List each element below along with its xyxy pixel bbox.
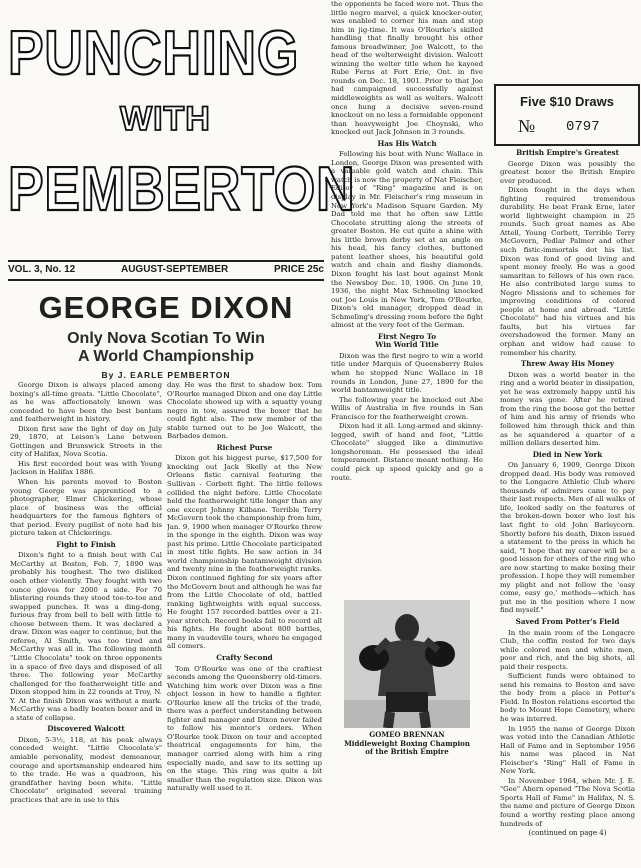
- masthead-line-3: PEMBERTON: [8, 155, 356, 224]
- section-heading: British Empire's Greatest: [516, 148, 619, 157]
- masthead-line-2: WITH: [120, 100, 211, 138]
- section-heading: Crafty Second: [216, 652, 273, 662]
- paragraph: When his parents moved to Boston young George was apprenticed to a photographer, Elmer Chickering, whose place of business was the official headquarters for the famous fighters of that period. Every pugilist of note had his picture taken at Chickerings.: [10, 478, 162, 538]
- section-heading: Threw Away His Money: [520, 359, 615, 369]
- section-heading-line: First Negro To: [377, 331, 437, 341]
- paragraph: Tom O'Rourke was one of the craftiest seconds among the Queensberry old-timers. Watching him work over Dixon was a fine object lesson in how to handle a fighter. O'Rourke knew all the tricks of the trade, there was a perfect understanding between fighter and manager and Dixon never failed to follow his mentor's orders. When O'Rourke took Dixon on tour and accepted theatrical engagements for him, the manager carried along with him a ring especially made, and saw to its setting up on the stage. This ring was quite a bit smaller than the regulation size. Dixon was naturally well used to it.: [167, 664, 322, 793]
- paragraph: day. He was the first to shadow box. Tom O'Rourke managed Dixon and one day Little Chocolate showed up with a squatty young negro in tow, assured the boxer that he could fight also. The new member of the stable turned out to be Joe Walcott, the Barbados demon.: [167, 381, 322, 441]
- subhead-line-2: A World Championship: [78, 348, 254, 365]
- paragraph: His first recorded bout was with Young Jackson in Halifax 1886.: [10, 459, 162, 477]
- paragraph: Dixon, 5-3½, 118, at his peak always conceded weight. "Little Chocolate's" amiable personality, modest demeanour, courage and sportsmanship endeared him to the trade. He was a quadroon, his grandfather having been white. "Little Chocolate" originated several training practices that are in use to this: [10, 735, 162, 804]
- paragraph: the opponents he faced were not. Thus the little negro marvel, a quick knocker-outer, was enabled to corner his man and stop him in jig-time. It was O'Rourke's skilled handling that finally brought his other famous breadwinner, Joe Walcott, to the head of the welterweight division. Walcott winning the welter title when he kayoed Rube Ferns at Fort Erie, Ont. in five rounds on Dec. 18, 1901. Prior to that Joe had campaigned successfully against middleweights as well as welters. Walcott once hung a decisive seven-round knockout on no less a formidable opponent than heavyweight Joe Choynski, who knocked out Jack Johnson in 3 rounds.: [331, 0, 483, 137]
- article-column-2: [167, 381, 322, 863]
- masthead: [8, 14, 356, 250]
- photo-caption: [331, 731, 483, 757]
- headline: GEORGE DIXON: [38, 290, 294, 325]
- section-heading: Saved From Potter's Field: [515, 616, 620, 626]
- paragraph: Dixon fought in the days when fighting required tremendous durability. He beat Frank Erne, later world lightweight champion in 25 rounds. Such great names as Abe Attell, Young Corbett, Terrible Terry McGovern, Pedlar Palmer and other such fistic-immortals dot his list. Dixon was fond of good living and spent money freely. He was a good samaritan to fellows of his own race. He also contributed large sums to Negro Missions and to schemes for improving conditions of colored people at home and abroad. "Little Chocolate" had his virtues and his faults, but his virtues far overshadowed the former. Many an orphan and widow had cause to remember his charity.: [500, 186, 635, 357]
- paragraph: The following year he knocked out Abe Willis of Australia in five rounds in San Francisco for the featherweight crown.: [331, 395, 483, 421]
- paragraph: George Dixon is always placed among boxing's all-time greats. "Little Chocolate", as he was affectionately known was conceded to have been the best bantam and featherweight in history.: [10, 381, 162, 424]
- article-column-3: [331, 0, 483, 520]
- issue-price: PRICE 25c: [273, 264, 324, 275]
- boxer-photo: [344, 600, 470, 728]
- masthead-line-1: PUNCHING: [8, 19, 300, 88]
- rule-top: [8, 260, 324, 262]
- byline: By J. EARLE PEMBERTON: [101, 370, 231, 380]
- paragraph: On January 6, 1909, George Dixon dropped dead. His body was removed to the Longacre Athletic Club where thousands of admirers came to pay their last respects. Men of all walks of life, looked sadly on the features of the broken-down boxer who lost his last fight to old John Barleycorn. Shortly before his death, Dixon issued a statement to the press in which he said, "I hope that my career will be a good lesson for others of the ring who are now starting to make boxing their profession. I hope they will remember my plight and not follow the 'easy come, easy go,' methods—which has put me in the position where I now find myself.": [500, 461, 635, 615]
- draw-ticket-box: [494, 84, 640, 146]
- section-heading: Richest Purse: [216, 442, 273, 452]
- rule-bottom: [8, 279, 324, 281]
- section-heading: Died in New York: [532, 449, 603, 459]
- issue-months: AUGUST-SEPTEMBER: [120, 264, 229, 275]
- section-heading: Fight to Finish: [56, 539, 116, 549]
- subhead: [6, 330, 326, 366]
- paragraph: Sufficient funds were obtained to send his remains to Boston and save the body from a place in Potter's Field. In Boston relations escorted the body to Mount Hope Cemetery, where he was interred.: [500, 672, 635, 723]
- paragraph: Dixon got his biggest purse, $17,500 for knocking out Jack Skelly at the New Orleans fistic carnival featuring the Sullivan - Corbett fight. The little fellows collided the night before. Little Chocolate held the featherweight title longer than any one except Johnny Kilbane. Terrible Terry McGovern took the championship from him, Jan. 9, 1900 when manager O'Rourke threw in the sponge in the eighth. Dixon was way past his prime. Little Chocolate participated in most title fights. He saw action in 34 world championship bantamweight division and twenty nine in the featherweight ranks. Dixon continued fighting for six years after the McGovern bout and although he was far from the Little Chocolate of old, battled ranking lightweights with equal success. He fought 157 recorded battles over a 21-year stretch. Record books fail to record all his fights. He fought about 800 battles, many in vaudeville tours, where he engaged all comers.: [167, 454, 322, 651]
- section-heading: Discovered Walcott: [47, 724, 125, 734]
- section-heading: [331, 333, 483, 350]
- paragraph: Following his bout with Nunc Wallace in London, George Dixon was presented with a valuable gold watch and chain. This watch is now the property of Nat Fleischer, Editor of "Ring" magazine and is on display in Mr. Fleischer's ring museum in New York's Madison Square Garden. My Dad told me that he often saw Little Chocolate strutting along the streets of greater Boston. He cut quite a shine with his little brown derby set at an angle on his head, his fancy clothes, buttoned patent leather shoes, his beautiful gold watch and chain and flashy diamonds. Dixon fought his last bout against Monk the Newsboy Dec. 10, 1906. On June 19, 1936, the night Max Schmeling knocked out Joe Louis in New York, Tom O'Rourke, Dixon's old manager, dropped dead in Schmeling's dressing room before the fight almost at the very feet of the German.: [331, 150, 483, 330]
- section-heading: Has His Watch: [377, 138, 437, 148]
- paragraph: Dixon was a world beater in the ring and a world beater in dissipation, yet he was extremely happy until his money was gone. After he retired from the ring the boose got the better of him and his army of friends who followed him through thick and thin as he squandered a quarter of a million dollars deserted him.: [500, 370, 635, 448]
- paragraph: Dixon's fight to a finish bout with Cal McCarthy at Boston, Feb. 7, 1890 was probably his toughest. The two disliked each other violently. They fought with two ounce gloves for 2000 a side. For 70 blistering rounds they stood toe-to-toe and swapped punches. It was a ding-dong, furious fray from bell to bell with little to choose between them. It was declared a draw. Dixon was eager to continue, but the referee, Al Smith, was too tired and McCarthy was all in. The following month "Little Chocolate" took on three opponents in a space of five days and disposed of all three. The following year McCarthy challenged for the featherweight title and Dixon stopped him in 22 rounds at Troy, N. Y. At the finish Dixon was without a mark. McCarthy was a badly beaten boxer and in a state of collapse.: [10, 551, 162, 722]
- caption-line: of the British Empire: [365, 747, 449, 756]
- draw-number: 0797: [566, 119, 600, 135]
- issue-volume: VOL. 3, No. 12: [8, 264, 76, 275]
- article-column-1: [10, 381, 162, 863]
- continued-note: (continued on page 4): [528, 829, 607, 838]
- issue-line: [8, 264, 324, 275]
- caption-line: GOMEO BRENNAN: [369, 730, 445, 739]
- paragraph: Dixon first saw the light of day on July 29, 1870, at Leison's Lane between Gottingen and Brunswick Streets in the city of Halifax, Nova Scotia.: [10, 424, 162, 459]
- subhead-line-1: Only Nova Scotian To Win: [67, 330, 265, 347]
- paragraph: George Dixon was possibly the greatest boxer the British Empire ever produced.: [500, 159, 635, 185]
- paragraph: In November 1964, when Mr. J. E. "Gee" Ahern opened "The Nova Scotia Sports Hall of Fame" in Halifax, N. S. the name and picture of George Dixon found a worthy resting place among hundreds of: [500, 776, 635, 828]
- paragraph: Dixon was the first negro to win a world title under Marquis of Queensberry Rules when he stopped Nunc Wallace in 18 rounds in London, June 27, 1890 for the world bantamweight title.: [331, 351, 483, 395]
- draw-title: Five $10 Draws: [520, 94, 614, 109]
- caption-line: Middleweight Boxing Champion: [344, 738, 470, 748]
- article-column-4: [500, 146, 635, 866]
- paragraph: In the main room of the Longacre Club, the coffin rested for two days while colored men and white men, poor and rich, and the big shots, all paid their respects.: [500, 628, 635, 671]
- paragraph: Dixon had it all. Long-armed and skinny-legged, swift of hand and foot, "Little Chocolate" slugged like a diminutive longshoreman. He possessed the ideal temperament. Distance meant nothing. He could pick up speed quickly and go a route.: [331, 422, 483, 482]
- paragraph: In 1955 the name of George Dixon was voted into the Canadian Athletic Hall of Fame and in September 1956 his name was placed in Nat Fleischer's "Ring" Hall of Fame in New York.: [500, 724, 635, 776]
- section-heading-line: Win World Title: [375, 340, 439, 350]
- draw-number-label: №: [518, 116, 536, 136]
